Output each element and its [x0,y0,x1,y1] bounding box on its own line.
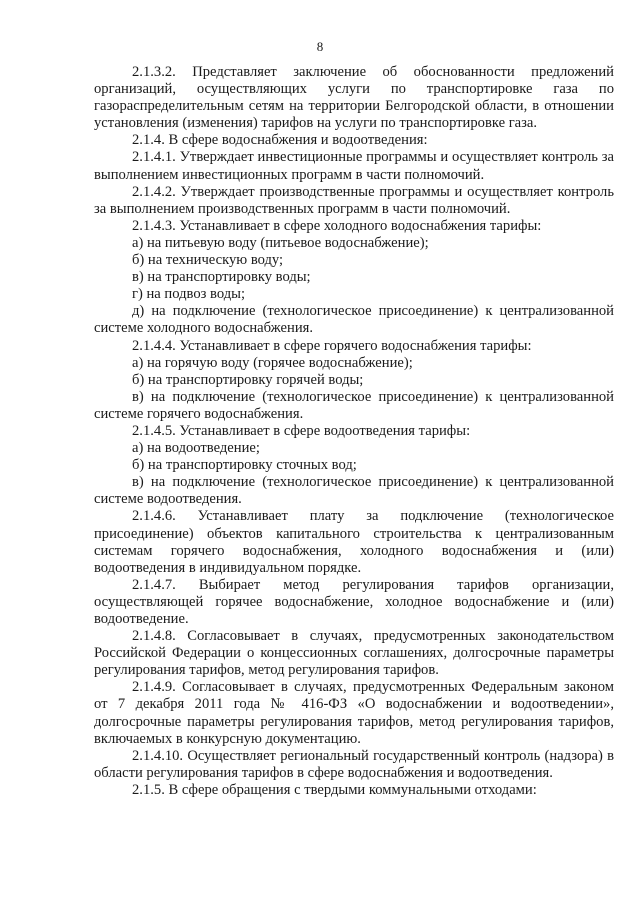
paragraph-2-1-4-3: 2.1.4.3. Устанавливает в сфере холодного водоснабжения тарифы: [132,217,542,234]
list-item: д) на подключение (технологическое присоединение) к централизованной системе холодного водоснабжения. [94,303,614,337]
page-number: 8 [316,39,324,54]
heading-2-1-4: 2.1.4. В сфере водоснабжения и водоотведения: [132,132,428,149]
paragraph-2-1-4-4: 2.1.4.4. Устанавливает в сфере горячего водоснабжения тарифы: [132,337,532,354]
paragraph-2-1-4-7: 2.1.4.7. Выбирает метод регулирования тарифов организации, осуществляющей горячее водоснабжение, холодное водоснабжение и (или) водоотведение. [94,576,614,627]
list-item: а) на питьевую воду (питьевое водоснабжение); [132,234,429,251]
paragraph-2-1-4-2: 2.1.4.2. Утверждает производственные программы и осуществляет контроль за выполнением производственных программ в части полномочий. [94,183,614,217]
paragraph-2-1-4-8: 2.1.4.8. Согласовывает в случаях, предусмотренных законодательством Российской Федерации о концессионных соглашениях, долгосрочные параметры регулирования тарифов, метод регулирования тарифов. [94,628,614,679]
list-item: б) на техническую воду; [132,252,284,269]
document-body [94,64,614,799]
list-item: а) на водоотведение; [132,440,260,457]
list-item: а) на горячую воду (горячее водоснабжение); [132,354,413,371]
list-item: в) на подключение (технологическое присоединение) к централизованной системе горячего водоснабжения. [94,388,614,422]
list-item: г) на подвоз воды; [132,286,245,303]
paragraph-2-1-4-5: 2.1.4.5. Устанавливает в сфере водоотведения тарифы: [132,422,471,439]
list-item: б) на транспортировку горячей воды; [132,371,364,388]
paragraph-2-1-4-6: 2.1.4.6. Устанавливает плату за подключение (технологическое присоединение) объектов капитального строительства к централизованным системам горячего водоснабжения, холодного водоснабжения и (или) водоотведения в индивидуальном порядке. [94,508,614,576]
list-item: в) на подключение (технологическое присоединение) к централизованной системе водоотведения. [94,474,614,508]
paragraph-2-1-4-1: 2.1.4.1. Утверждает инвестиционные программы и осуществляет контроль за выполнением инвестиционных программ в части полномочий. [94,149,614,183]
list-item: в) на транспортировку воды; [132,269,311,286]
paragraph-2-1-3-2: 2.1.3.2. Представляет заключение об обоснованности предложений организаций, осуществляющих услуги по транспортировке газа по газораспределительным сетям на территории Белгородской области, в отношении установления (изменения) тарифов на услуги по транспортировке газа. [94,64,614,132]
paragraph-2-1-4-9: 2.1.4.9. Согласовывает в случаях, предусмотренных Федеральным законом от 7 декабря 2011 года № 416-ФЗ «О водоснабжении и водоотведении», долгосрочные параметры регулирования тарифов, метод регулирования тарифов, включаемых в конкурсную документацию. [94,679,614,747]
list-item: б) на транспортировку сточных вод; [132,457,357,474]
heading-2-1-5: 2.1.5. В сфере обращения с твердыми коммунальными отходами: [132,781,537,798]
paragraph-2-1-4-10: 2.1.4.10. Осуществляет региональный государственный контроль (надзора) в области регулирования тарифов в сфере водоснабжения и водоотведения. [94,747,614,781]
